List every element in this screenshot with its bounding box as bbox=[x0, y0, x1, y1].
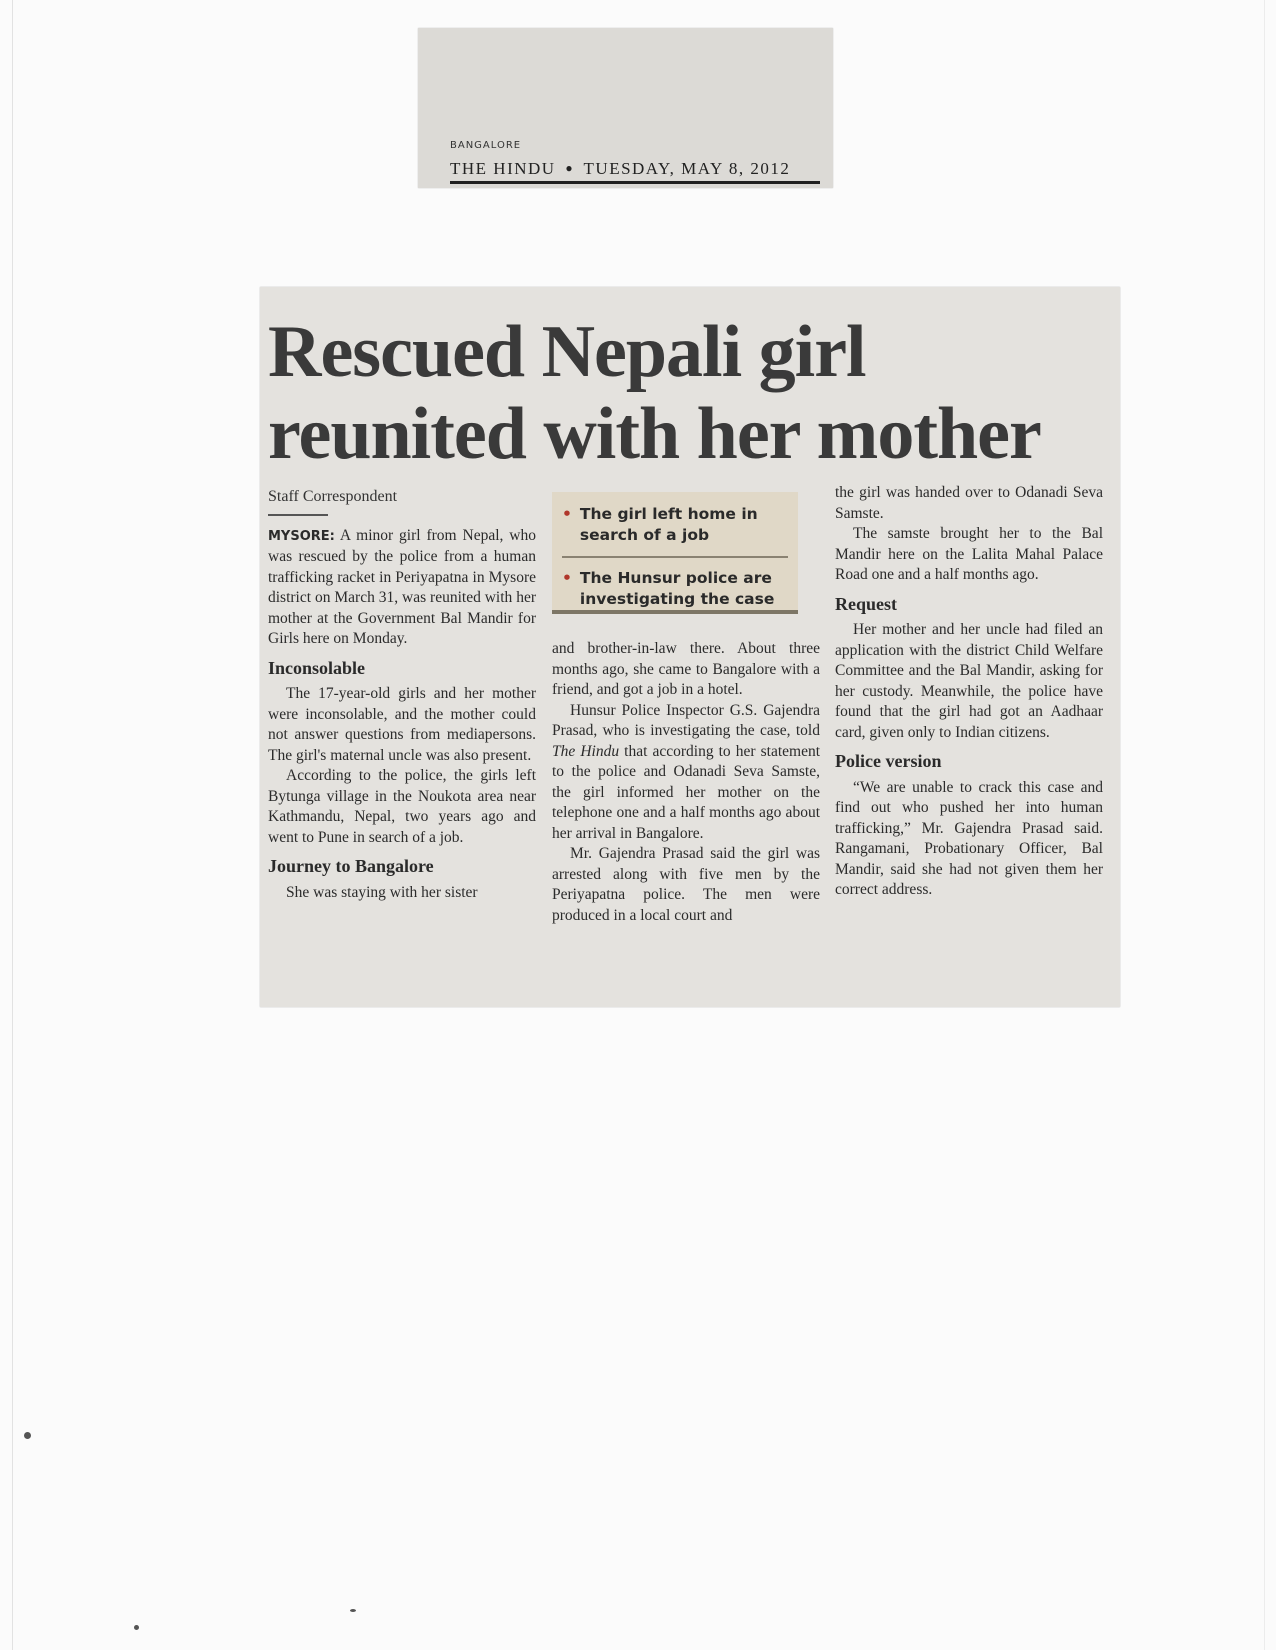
dateline-separator: ● bbox=[565, 161, 575, 175]
scan-speck bbox=[350, 1609, 356, 1612]
paragraph: She was staying with her sister bbox=[286, 883, 478, 901]
paragraph: “We are unable to crack this case and find out who pushed her into human trafficking,” Mr. Gajendra Prasad said. Rangamani, Probationary Officer, Bal Mandir, said she had not given them her correct address. bbox=[835, 778, 1103, 898]
subhead-inconsolable: Inconsolable bbox=[268, 657, 366, 678]
page-right-edge bbox=[1264, 0, 1265, 1650]
article-headline bbox=[268, 311, 1108, 475]
paragraph-text: Hunsur Police Inspector G.S. Gajendra Prasad, who is investigating the case, told bbox=[552, 701, 820, 739]
paragraph: The samste brought her to the Bal Mandir here on the Lalita Mahal Palace Road one and a half months ago. bbox=[835, 525, 1103, 583]
subhead-police-version: Police version bbox=[835, 751, 942, 771]
bullet-icon: • bbox=[562, 569, 572, 587]
byline: Staff Correspondent bbox=[268, 488, 398, 505]
scan-speck bbox=[134, 1625, 139, 1630]
article-column-2 bbox=[552, 639, 820, 926]
masthead-dateline bbox=[450, 159, 820, 184]
article-column-3 bbox=[835, 483, 1103, 901]
bullet-icon: • bbox=[562, 505, 572, 523]
headline-line-2: reunited with her mother bbox=[268, 393, 1041, 475]
page-left-edge bbox=[12, 0, 13, 1650]
highlight-text: The Hunsur police are investigating the case bbox=[579, 569, 775, 608]
paragraph: and brother-in-law there. About three months ago, she came to Bangalore with a friend, and got a job in a hotel. bbox=[552, 640, 820, 698]
byline-rule bbox=[268, 514, 328, 516]
paragraph: The 17-year-old girls and her mother were inconsolable, and the mother could not answer questions from mediapersons. The girl's maternal uncle was also present. bbox=[268, 685, 536, 764]
highlight-item bbox=[562, 556, 788, 614]
article-clipping bbox=[260, 287, 1120, 1007]
lead-text: A minor girl from Nepal, who was rescued by the police from a human trafficking racket in Periyapatna in Mysore district on March 31, was reunited with her mother at the Government Bal Mandir for Girls here on Monday. bbox=[268, 526, 536, 647]
paragraph bbox=[552, 701, 820, 845]
paragraph: the girl was handed over to Odanadi Seva Samste. bbox=[835, 484, 1103, 522]
paragraph-text: that according to her statement to the police and Odanadi Seva Samste, the girl informed her mother on the telephone one and a half months ago about her arrival in Bangalore. bbox=[552, 742, 821, 842]
masthead-city: BANGALORE bbox=[450, 140, 522, 151]
headline-line-1: Rescued Nepali girl bbox=[268, 311, 866, 393]
paragraph: Mr. Gajendra Prasad said the girl was arrested along with five men by the Periyapatna police. The men were produced in a local court and bbox=[552, 845, 820, 924]
paragraph: Her mother and her uncle had filed an application with the district Child Welfare Committee and the Bal Mandir, asking for her custody. Meanwhile, the police have found that the girl had got an Aadhaar card, given only to Indian citizens. bbox=[835, 621, 1103, 741]
highlight-text: The girl left home in search of a job bbox=[579, 505, 758, 544]
subhead-journey: Journey to Bangalore bbox=[268, 856, 434, 876]
publication-reference: The Hindu bbox=[552, 742, 620, 760]
subhead-request: Request bbox=[835, 593, 897, 614]
publication-date: TUESDAY, MAY 8, 2012 bbox=[583, 159, 791, 178]
highlight-item bbox=[562, 500, 788, 550]
masthead-clipping bbox=[418, 28, 833, 188]
newspaper-name: THE HINDU bbox=[450, 159, 556, 178]
article-column-1 bbox=[268, 487, 536, 903]
highlights-box bbox=[552, 492, 798, 614]
dateline-tag: MYSORE: bbox=[268, 528, 335, 544]
paragraph: According to the police, the girls left Bytunga village in the Noukota area near Kathmandu, Nepal, two years ago and went to Pune in search of a job. bbox=[268, 767, 536, 846]
scan-speck bbox=[24, 1432, 31, 1439]
lead-paragraph bbox=[268, 526, 536, 650]
